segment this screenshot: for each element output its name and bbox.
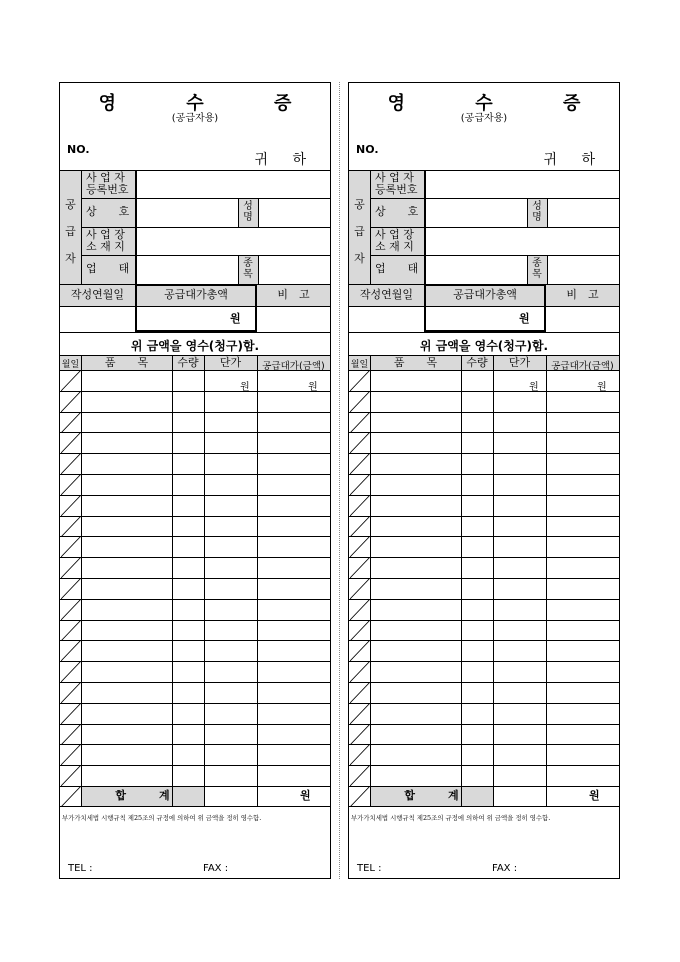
col-amount-header: 공급대가(금액)	[551, 361, 614, 372]
side-col-line	[370, 170, 371, 284]
item-row-line	[60, 453, 330, 454]
issue-date-label: 작성연월일	[70, 288, 125, 301]
date-diagonal	[350, 474, 370, 495]
item-type-label: 종 목	[243, 258, 253, 281]
date-diagonal	[350, 744, 370, 765]
receipt-number-label: NO.	[356, 143, 379, 156]
date-diagonal	[350, 661, 370, 682]
name-col-line	[547, 198, 548, 227]
receipt-statement: 위 금액을 영수(청구)함.	[130, 339, 260, 353]
item-row-line	[349, 432, 619, 433]
table-col-line	[461, 355, 462, 806]
type-col-line	[258, 255, 259, 284]
item-row-line	[60, 516, 330, 517]
item-row-line	[349, 578, 619, 579]
item-row-line	[60, 703, 330, 704]
item-row-line	[349, 620, 619, 621]
item-row-line	[60, 432, 330, 433]
item-row-line	[60, 765, 330, 766]
table-col-line	[370, 355, 371, 806]
receipt-number-label: NO.	[67, 143, 90, 156]
receipt-subtitle: (공급자용)	[171, 113, 219, 124]
business-address-label: 사 업 장 소 재 지	[86, 228, 125, 254]
fax-label: FAX :	[492, 863, 518, 874]
item-row-line	[60, 599, 330, 600]
label-col-line	[135, 170, 137, 284]
item-row-line	[60, 786, 330, 787]
issue-date-label: 작성연월일	[359, 288, 414, 301]
receipt-statement: 위 금액을 영수(청구)함.	[419, 339, 549, 353]
date-diagonal	[350, 495, 370, 516]
sum-bottom-line	[349, 806, 619, 807]
date-diagonal	[350, 620, 370, 641]
sum-won-unit: 원	[300, 789, 311, 802]
company-name-label: 상 호	[86, 205, 130, 218]
item-row-line	[349, 682, 619, 683]
representative-name-label: 성 명	[243, 201, 253, 224]
date-diagonal	[350, 557, 370, 578]
col-quantity-header: 수량	[466, 356, 488, 369]
item-row-line	[60, 495, 330, 496]
total-amount-label: 공급대가총액	[164, 288, 228, 301]
registration-number-label: 사 업 자 등록번호	[86, 171, 129, 197]
item-row-line	[349, 724, 619, 725]
date-diagonal	[61, 620, 81, 641]
date-diagonal	[350, 370, 370, 391]
date-diagonal	[61, 640, 81, 661]
table-col-line	[172, 355, 173, 806]
receipt-title: 영 수 증	[387, 93, 613, 114]
item-row-line	[349, 516, 619, 517]
item-row-line	[349, 599, 619, 600]
date-diagonal	[61, 744, 81, 765]
item-type-label: 종 목	[532, 258, 542, 281]
remarks-label: 비 고	[277, 288, 310, 301]
table-col-line	[546, 355, 547, 806]
sum-label: 합 계	[404, 789, 459, 802]
col-unit-price-header: 단가	[219, 356, 242, 369]
date-diagonal	[61, 391, 81, 412]
business-type-label: 업 태	[86, 262, 130, 275]
item-row-line	[349, 640, 619, 641]
table-col-line	[81, 355, 82, 806]
col-date-header: 월일	[61, 360, 80, 370]
item-row-line	[349, 474, 619, 475]
date-diagonal	[350, 599, 370, 620]
total-won-unit: 원	[519, 312, 530, 325]
summary-bottom-line	[349, 332, 619, 333]
company-name-label: 상 호	[375, 205, 419, 218]
item-row-line	[349, 744, 619, 745]
date-diagonal	[350, 640, 370, 661]
item-row-line	[60, 661, 330, 662]
date-diagonal	[61, 495, 81, 516]
representative-name-label: 성 명	[532, 201, 542, 224]
supplier-side-label: 공 급 자	[354, 198, 365, 265]
date-diagonal	[61, 474, 81, 495]
tel-label: TEL :	[357, 863, 382, 874]
item-row-line	[349, 786, 619, 787]
supplier-side-label: 공 급 자	[65, 198, 76, 265]
col-quantity-header: 수량	[177, 356, 199, 369]
item-row-line	[60, 724, 330, 725]
date-diagonal	[350, 786, 370, 807]
sum-won-unit: 원	[589, 789, 600, 802]
item-row-line	[349, 412, 619, 413]
receipt-title: 영 수 증	[98, 93, 324, 114]
name-col-line	[258, 198, 259, 227]
sum-bottom-line	[60, 806, 330, 807]
supplier-row-divider	[370, 198, 619, 199]
business-type-label: 업 태	[375, 262, 419, 275]
date-diagonal	[61, 370, 81, 391]
date-diagonal	[61, 599, 81, 620]
item-row-line	[60, 620, 330, 621]
date-diagonal	[350, 536, 370, 557]
item-row-line	[60, 640, 330, 641]
supplier-row-divider	[81, 255, 330, 256]
side-col-line	[81, 170, 82, 284]
item-row-line	[60, 557, 330, 558]
item-row-line	[60, 682, 330, 683]
item-row-line	[349, 765, 619, 766]
fax-label: FAX :	[203, 863, 229, 874]
amount-won-unit: 원	[597, 382, 607, 393]
table-col-line	[257, 355, 258, 806]
item-row-line	[349, 661, 619, 662]
vat-law-statement: 부가가치세법 시행규칙 제25조의 규정에 의하여 위 금액을 정히 영수함.	[351, 814, 551, 822]
table-col-line	[493, 355, 494, 806]
date-diagonal	[61, 578, 81, 599]
item-row-line	[349, 536, 619, 537]
date-diagonal	[61, 765, 81, 786]
item-row-line	[349, 453, 619, 454]
receipt-right	[348, 82, 620, 879]
date-diagonal	[350, 578, 370, 599]
receipt-left	[59, 82, 331, 879]
date-diagonal	[350, 682, 370, 703]
col-unit-price-header: 단가	[508, 356, 531, 369]
summary-bottom-line	[60, 332, 330, 333]
item-row-line	[349, 703, 619, 704]
center-cut-line	[339, 82, 340, 879]
date-diagonal	[350, 724, 370, 745]
item-row-line	[349, 495, 619, 496]
date-diagonal	[350, 516, 370, 537]
total-amount-label: 공급대가총액	[453, 288, 517, 301]
amount-won-unit: 원	[308, 382, 318, 393]
registration-number-label: 사 업 자 등록번호	[375, 171, 418, 197]
vat-law-statement: 부가가치세법 시행규칙 제25조의 규정에 의하여 위 금액을 정히 영수함.	[62, 814, 262, 822]
date-diagonal	[350, 432, 370, 453]
type-col-line	[547, 255, 548, 284]
date-diagonal	[61, 724, 81, 745]
price-won-unit: 원	[240, 382, 250, 393]
date-diagonal	[350, 703, 370, 724]
item-row-line	[60, 474, 330, 475]
col-amount-header: 공급대가(금액)	[262, 361, 325, 372]
col-item-header: 품 목	[104, 356, 149, 369]
date-diagonal	[61, 703, 81, 724]
sum-label: 합 계	[115, 789, 170, 802]
price-won-unit: 원	[529, 382, 539, 393]
item-row-line	[60, 744, 330, 745]
recipient-honorific: 귀 하	[254, 152, 316, 168]
date-diagonal	[350, 765, 370, 786]
col-item-header: 품 목	[393, 356, 438, 369]
item-row-line	[60, 578, 330, 579]
date-diagonal	[350, 453, 370, 474]
date-diagonal	[350, 412, 370, 433]
date-diagonal	[61, 557, 81, 578]
date-diagonal	[61, 412, 81, 433]
recipient-honorific: 귀 하	[543, 152, 605, 168]
supplier-row-divider	[81, 198, 330, 199]
date-diagonal	[61, 536, 81, 557]
label-col-line	[424, 170, 426, 284]
col-date-header: 월일	[350, 360, 369, 370]
item-row-line	[60, 412, 330, 413]
supplier-row-divider	[370, 255, 619, 256]
item-row-line	[349, 391, 619, 392]
date-diagonal	[61, 786, 81, 807]
date-diagonal	[61, 682, 81, 703]
item-row-line	[60, 536, 330, 537]
remarks-label: 비 고	[566, 288, 599, 301]
table-col-line	[204, 355, 205, 806]
tel-label: TEL :	[68, 863, 93, 874]
business-address-label: 사 업 장 소 재 지	[375, 228, 414, 254]
receipt-subtitle: (공급자용)	[460, 113, 508, 124]
total-won-unit: 원	[230, 312, 241, 325]
date-diagonal	[61, 432, 81, 453]
date-diagonal	[61, 661, 81, 682]
date-diagonal	[61, 516, 81, 537]
item-row-line	[60, 391, 330, 392]
date-diagonal	[350, 391, 370, 412]
date-diagonal	[61, 453, 81, 474]
item-row-line	[349, 557, 619, 558]
